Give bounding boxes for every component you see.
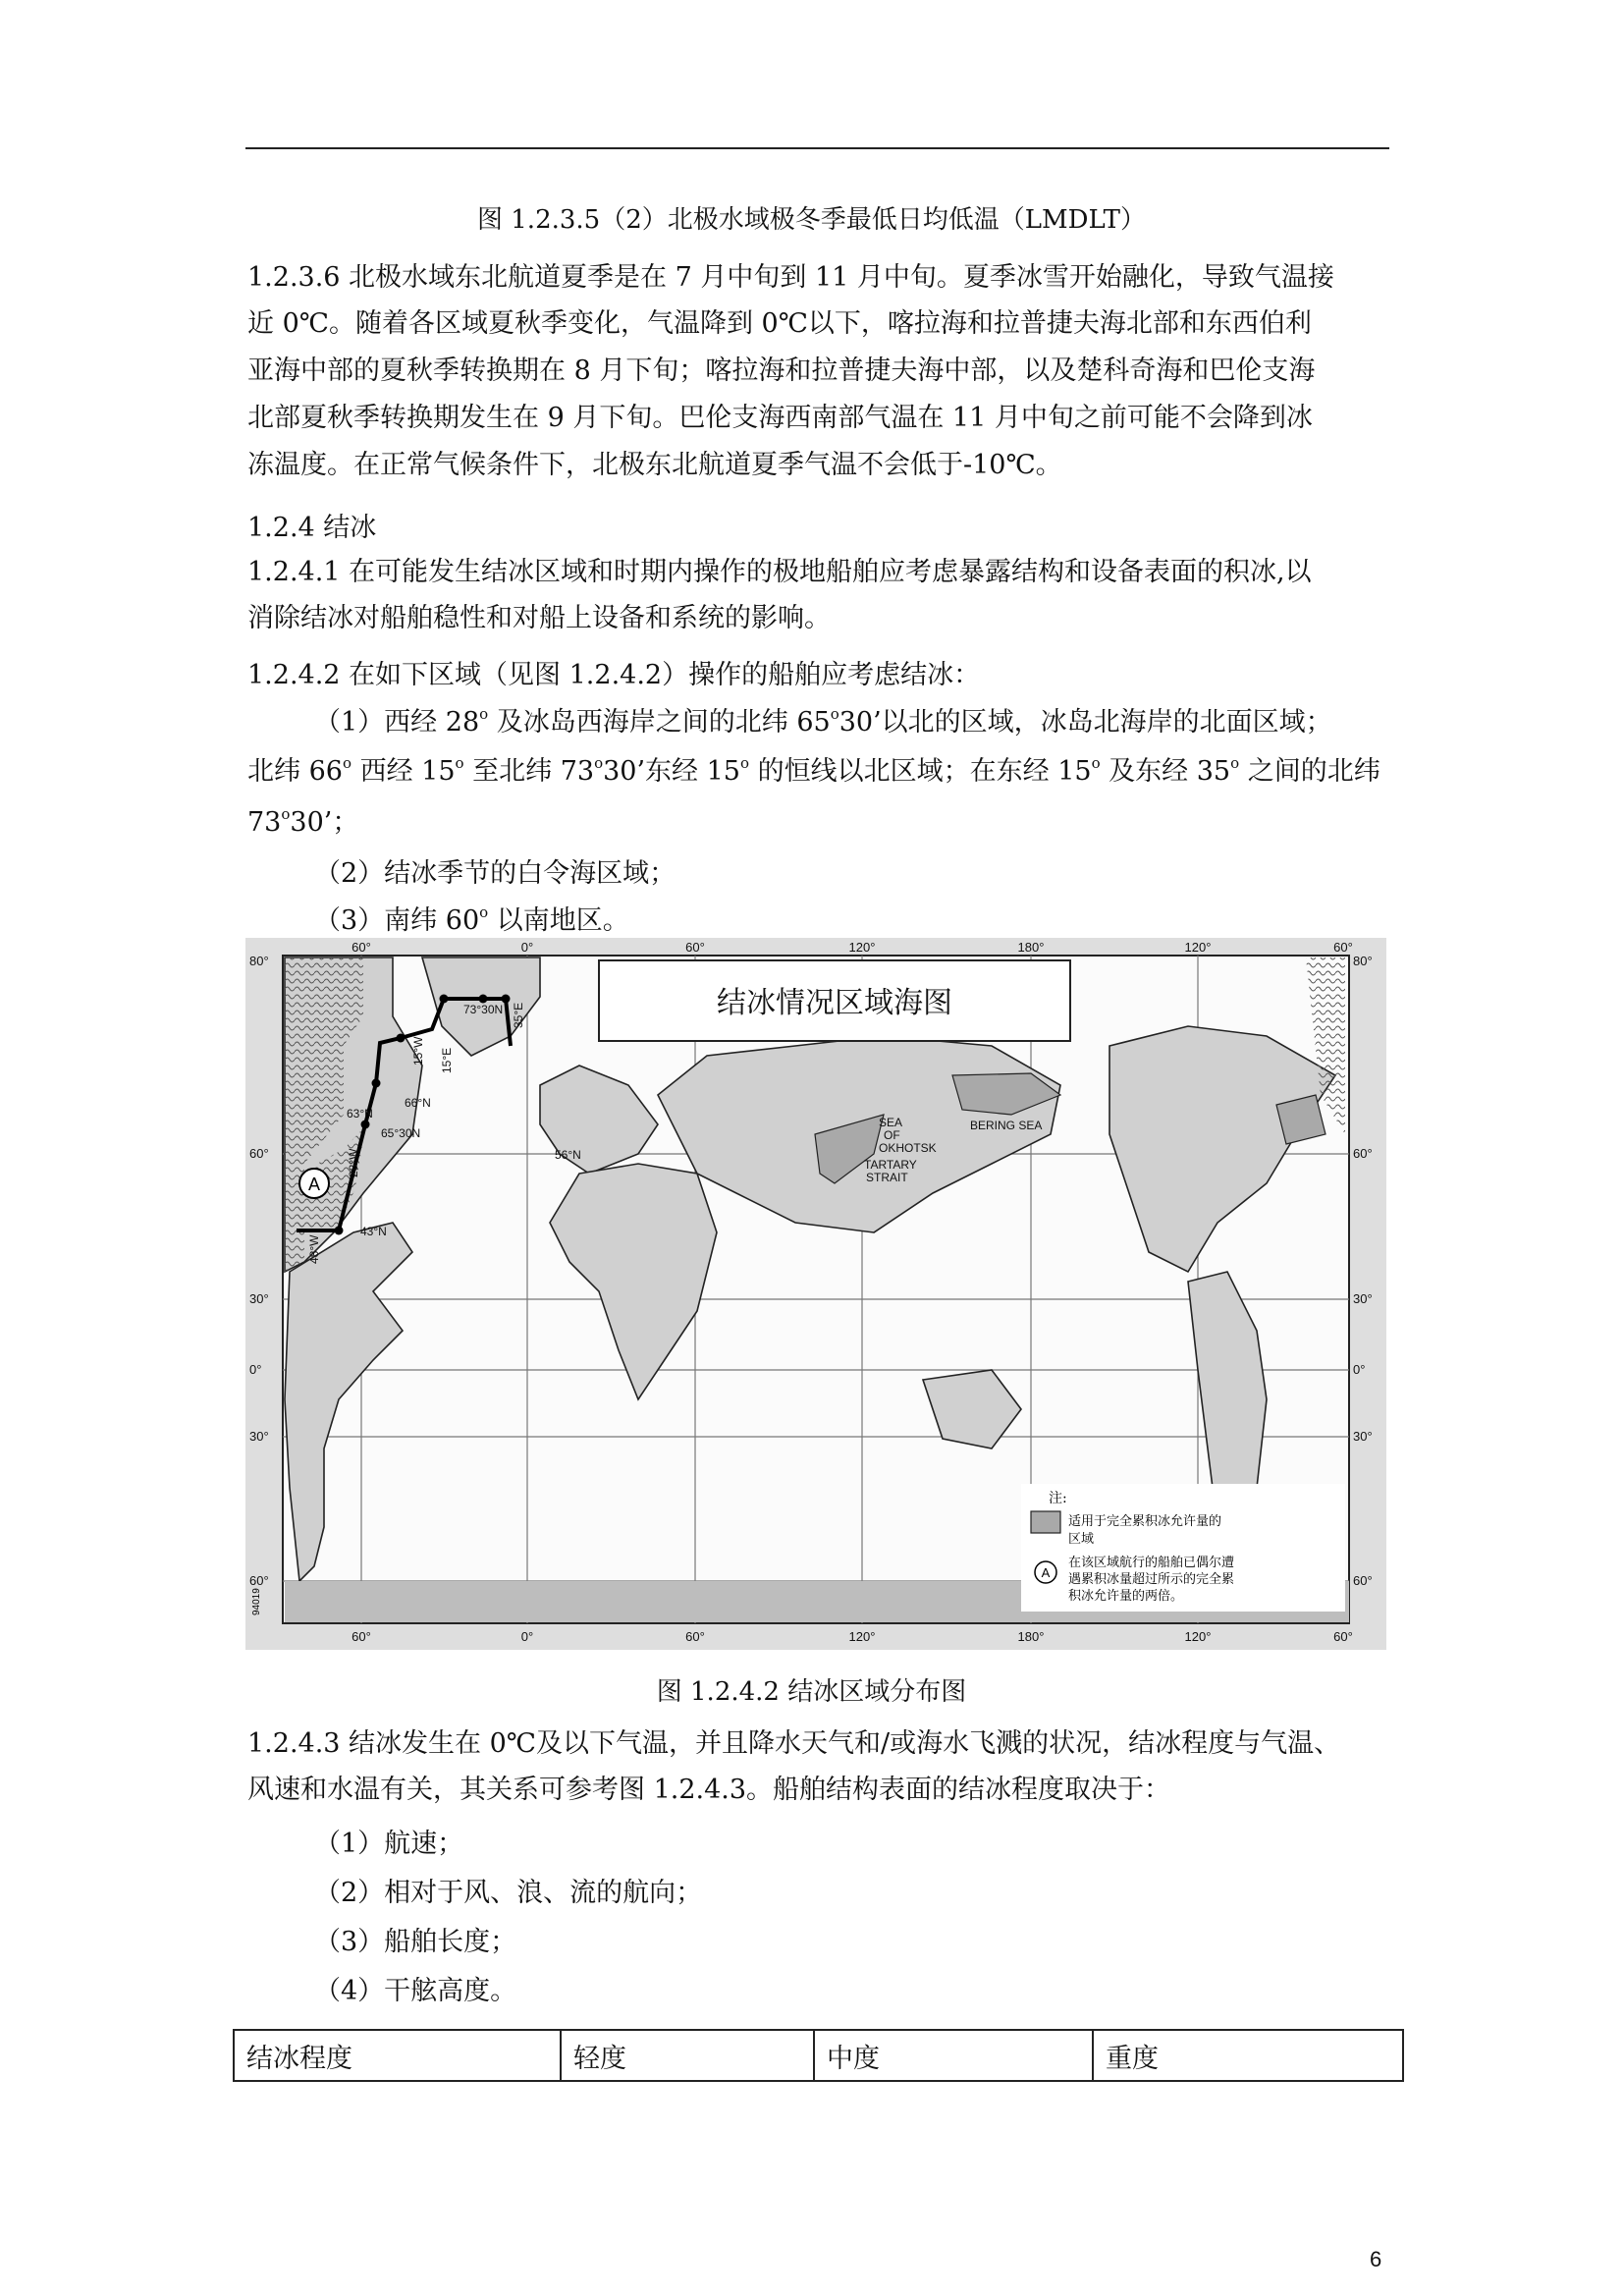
paragraph-line: 亚海中部的夏秋季转换期在 8 月下旬；喀拉海和拉普捷夫海中部，以及楚科奇海和巴伦支海 bbox=[247, 355, 1316, 386]
factor-item: （3）船舶长度； bbox=[314, 1927, 517, 1957]
figure-caption-top: 图 1.2.3.5（2）北极水域极冬季最低日均低温（LMDLT） bbox=[477, 205, 1146, 235]
legend-shaded-text: 区域 bbox=[1068, 1532, 1095, 1547]
label-43n: 43°N bbox=[360, 1225, 387, 1238]
label-15e: 15°E bbox=[440, 1047, 454, 1073]
list-item-1-line-3: 73$^o$30’； bbox=[247, 805, 359, 838]
table-header-cell: 重度 bbox=[1093, 2030, 1403, 2081]
top-tick: 60° bbox=[1333, 940, 1353, 955]
top-tick: 0° bbox=[520, 940, 534, 955]
icing-map-figure bbox=[245, 938, 1386, 1650]
top-tick: 180° bbox=[1017, 940, 1045, 955]
label-okhotsk: OKHOTSK bbox=[879, 1141, 937, 1155]
paragraph-line: 北部夏秋季转换期发生在 9 月下旬。巴伦支海西南部气温在 11 月中旬之前可能不会降到冰 bbox=[247, 403, 1313, 433]
label-sea: SEA bbox=[879, 1116, 903, 1129]
paragraph-line: 1.2.4.1 在可能发生结冰区域和时期内操作的极地船舶应考虑暴露结构和设备表面的积冰,以 bbox=[247, 557, 1312, 587]
label-strait: STRAIT bbox=[866, 1171, 908, 1184]
table-row bbox=[234, 2030, 1403, 2081]
legend-shaded-swatch bbox=[1031, 1511, 1060, 1533]
header-rule bbox=[245, 147, 1389, 149]
bottom-tick: 120° bbox=[1184, 1629, 1212, 1644]
label-48w: 48°W bbox=[307, 1234, 321, 1264]
label-bering-sea: BERING SEA bbox=[970, 1119, 1043, 1132]
right-tick: 60° bbox=[1353, 1146, 1373, 1161]
bottom-tick: 60° bbox=[1333, 1629, 1353, 1644]
map-side-code: 94019 bbox=[251, 1588, 262, 1615]
legend-a-text: 积冰允许量的两倍。 bbox=[1068, 1589, 1184, 1604]
paragraph-line: 消除结冰对船舶稳性和对船上设备和系统的影响。 bbox=[247, 603, 831, 633]
icing-degree-table bbox=[233, 2029, 1404, 2082]
factor-item: （2）相对于风、浪、流的航向； bbox=[314, 1878, 703, 1908]
legend-a-text: 遇累积冰量超过所示的完全累 bbox=[1068, 1572, 1235, 1587]
bottom-tick: 0° bbox=[520, 1629, 534, 1644]
bottom-tick: 180° bbox=[1017, 1629, 1045, 1644]
label-7330n: 73°30N bbox=[463, 1003, 504, 1016]
left-tick: 60° bbox=[249, 1573, 269, 1588]
bottom-tick: 120° bbox=[848, 1629, 876, 1644]
list-item-2: （2）结冰季节的白令海区域； bbox=[314, 858, 676, 889]
right-tick: 30° bbox=[1353, 1291, 1373, 1306]
map-legend bbox=[1021, 1484, 1345, 1612]
paragraph-line: 1.2.4.3 结冰发生在 0℃及以下气温，并且降水天气和/或海水飞溅的状况，结冰程度与气温、 bbox=[247, 1728, 1341, 1759]
top-tick: 60° bbox=[352, 940, 371, 955]
left-tick: 60° bbox=[249, 1146, 269, 1161]
label-63n: 63°N bbox=[347, 1107, 373, 1121]
paragraph-line: 风速和水温有关，其关系可参考图 1.2.4.3。船舶结构表面的结冰程度取决于： bbox=[247, 1775, 1171, 1805]
left-tick: 80° bbox=[249, 954, 269, 968]
bottom-tick: 60° bbox=[685, 1629, 705, 1644]
right-tick: 0° bbox=[1353, 1362, 1366, 1377]
right-tick: 30° bbox=[1353, 1429, 1373, 1444]
figure-caption: 图 1.2.4.2 结冰区域分布图 bbox=[656, 1677, 967, 1707]
label-35e: 35°E bbox=[512, 1002, 525, 1028]
factor-item: （1）航速； bbox=[314, 1829, 464, 1859]
label-15w: 15°W bbox=[411, 1036, 425, 1066]
map-title: 结冰情况区域海图 bbox=[717, 986, 952, 1020]
right-tick: 80° bbox=[1353, 954, 1373, 968]
right-tick: 60° bbox=[1353, 1573, 1373, 1588]
paragraph-line: 冻温度。在正常气候条件下，北极东北航道夏季气温不会低于-10℃。 bbox=[247, 450, 1062, 480]
section-heading: 1.2.4 结冰 bbox=[247, 513, 377, 543]
top-tick: 120° bbox=[1184, 940, 1212, 955]
page-number: 6 bbox=[1370, 2247, 1382, 2271]
paragraph-line: 1.2.4.2 在如下区域（见图 1.2.4.2）操作的船舶应考虑结冰： bbox=[247, 660, 981, 690]
paragraph-line: 1.2.3.6 北极水域东北航道夏季是在 7 月中旬到 11 月中旬。夏季冰雪开始融化，导致气温接 bbox=[247, 262, 1334, 293]
label-tartary: TARTARY bbox=[864, 1158, 917, 1172]
zone-a-label: A bbox=[307, 1175, 321, 1194]
list-item-3: （3）南纬 60$^o$ 以南地区。 bbox=[314, 903, 629, 936]
list-item-1-line-1: （1）西经 28$^o$ 及冰岛西海岸之间的北纬 65$^o$30’以北的区域，冰岛北海岸的北面区域； bbox=[314, 705, 1332, 738]
label-56n: 56°N bbox=[555, 1148, 581, 1162]
top-tick: 60° bbox=[685, 940, 705, 955]
label-66n: 66°N bbox=[405, 1096, 431, 1110]
label-6530n: 65°30N bbox=[381, 1126, 421, 1140]
paragraph-line: 近 0℃。随着各区域夏秋季变化，气温降到 0℃以下，喀拉海和拉普捷夫海北部和东西伯利 bbox=[247, 308, 1312, 339]
label-of: OF bbox=[884, 1128, 900, 1142]
top-tick: 120° bbox=[848, 940, 876, 955]
left-tick: 30° bbox=[249, 1291, 269, 1306]
table-header-cell: 结冰程度 bbox=[234, 2030, 561, 2081]
table-header-cell: 中度 bbox=[814, 2030, 1093, 2081]
left-tick: 0° bbox=[249, 1362, 262, 1377]
table-header-cell: 轻度 bbox=[561, 2030, 814, 2081]
legend-note: 注: bbox=[1049, 1491, 1067, 1506]
list-item-1-line-2: 北纬 66$^o$ 西经 15$^o$ 至北纬 73$^o$30’东经 15$^o$ 的恒线以北区域；在东经 15$^o$ 及东经 35$^o$ 之间的北纬 bbox=[247, 754, 1380, 787]
bottom-tick: 60° bbox=[352, 1629, 371, 1644]
factor-item: （4）干舷高度。 bbox=[314, 1976, 517, 2006]
legend-a-text: 在该区域航行的船舶已偶尔遭 bbox=[1068, 1556, 1235, 1570]
legend-shaded-text: 适用于完全累积冰允许量的 bbox=[1068, 1514, 1222, 1529]
label-28w: 28°W bbox=[347, 1148, 360, 1177]
legend-a-letter: A bbox=[1041, 1565, 1051, 1580]
left-tick: 30° bbox=[249, 1429, 269, 1444]
